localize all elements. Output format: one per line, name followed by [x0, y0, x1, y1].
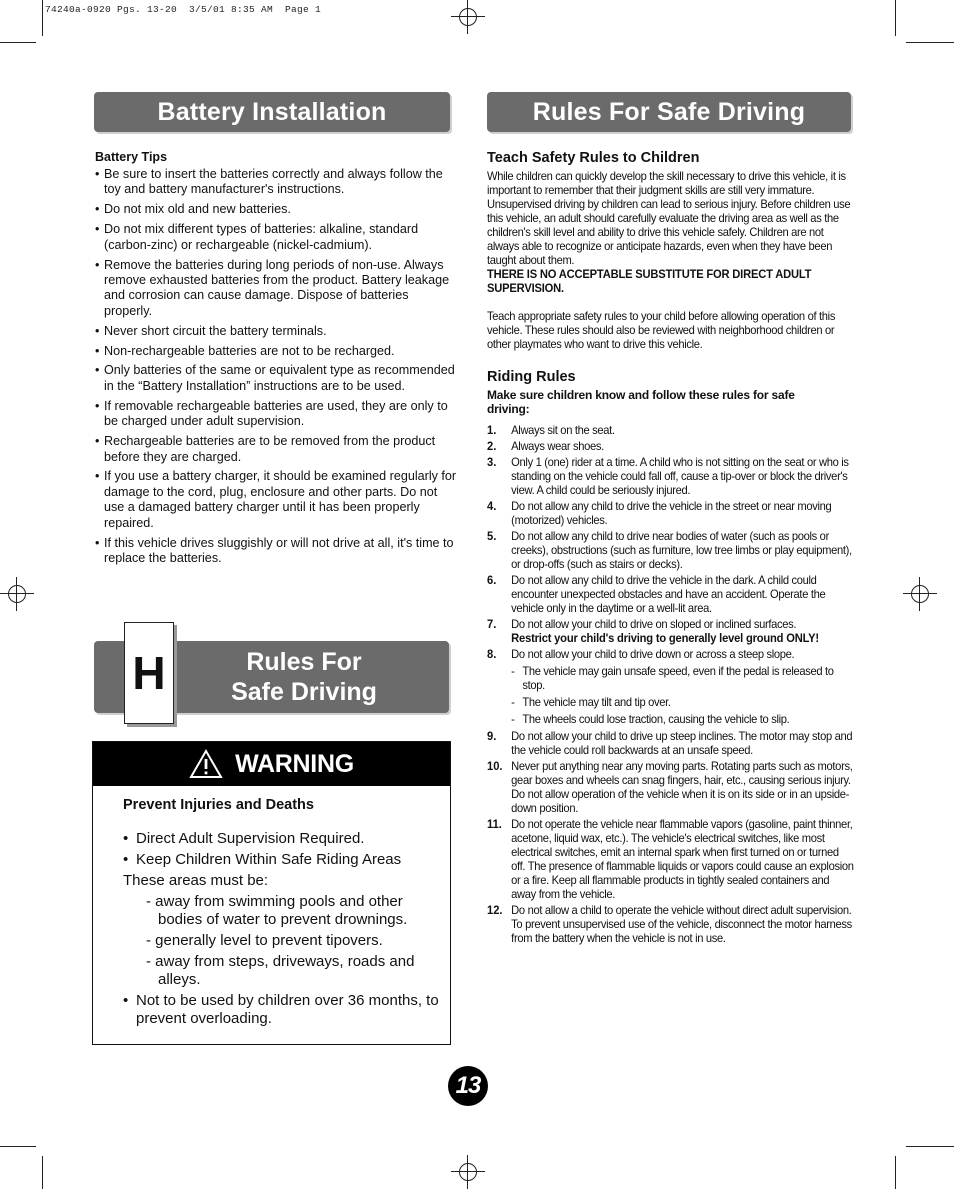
- right-column: [487, 150, 855, 947]
- riding-rules-heading: Riding Rules: [487, 369, 576, 385]
- list-item: • Do not mix old and new batteries.: [95, 202, 457, 217]
- teach-bold-note: THERE IS NO ACCEPTABLE SUBSTITUTE FOR DIRECT ADULT SUPERVISION.: [487, 267, 812, 295]
- warning-bullet: • Direct Adult Supervision Required.: [123, 830, 445, 848]
- rule-number: 10.: [487, 759, 503, 773]
- rule-number: 2.: [487, 439, 497, 453]
- teach-paragraph: [487, 169, 855, 295]
- list-item: • Remove the batteries during long periods of non-use. Always remove exhausted batteries from the product. Battery leakage and corrosion can cause damage. Dispose of batteries properly.: [95, 258, 457, 320]
- warning-heading: Prevent Injuries and Deaths: [123, 797, 314, 813]
- warning-triangle-icon: [189, 749, 223, 779]
- rule-text: Do not allow your child to drive up steep inclines. The motor may stop and the vehicle could roll backwards at an unsafe speed.: [511, 729, 853, 757]
- rule-text: Only 1 (one) rider at a time. A child who is not sitting on the seat or who is standing on the vehicle could fall off, cause a tip-over or block the driver's view. A child could be seriously injured.: [511, 455, 849, 497]
- warning-bullet: • Keep Children Within Safe Riding Areas: [123, 851, 445, 869]
- rule-text: Never put anything near any moving parts. Rotating parts such as motors, gear boxes and wheels can snag fingers, hair, etc., causing serious injury. Do not allow operation of the vehicle when it is on its side or in an upside-down position.: [511, 759, 853, 815]
- list-item: [487, 729, 855, 757]
- list-item: [487, 647, 855, 726]
- list-item: [487, 573, 855, 615]
- battery-tips-title: Battery Tips: [95, 150, 168, 164]
- list-item: [487, 423, 855, 437]
- list-item: • Never short circuit the battery terminals.: [95, 324, 457, 339]
- teach-paragraph-text: While children can quickly develop the skill necessary to drive this vehicle, it is important to remember that their judgment skills are still very immature. Unsupervised driving by children can lead to serious injury. Before children use this vehicle, an adult should carefully evaluate the driving area as well as the children's skill level and ability to drive this vehicle safely. Children are not always able to recognize or anticipate hazards, even when they have been taught about them.: [487, 169, 851, 267]
- rule-number: 12.: [487, 903, 503, 917]
- rule-number: 11.: [487, 817, 502, 831]
- rule-number: 8.: [487, 647, 497, 661]
- rule-number: 1.: [487, 423, 497, 437]
- rule-number: 9.: [487, 729, 497, 743]
- rules-safe-driving-banner: Rules For Safe Driving: [487, 92, 851, 132]
- rule-number: 3.: [487, 455, 497, 469]
- crop-mark: [906, 1146, 954, 1147]
- warning-sub-item: - generally level to prevent tipovers.: [146, 932, 383, 949]
- list-item: • Only batteries of the same or equivalent type as recommended in the “Battery Installation” instructions are to be used.: [95, 363, 457, 394]
- rule-text: Do not allow your child to drive on sloped or inclined surfaces.: [511, 617, 797, 631]
- rule-number: 5.: [487, 529, 497, 543]
- section-letter-tab: H: [124, 622, 174, 724]
- rule-text: Do not allow any child to drive the vehicle in the dark. A child could encounter unexpected obstacles and have an accident. Operate the vehicle only in the daytime or a well-lit area.: [511, 573, 826, 615]
- registration-mark: [0, 577, 34, 611]
- rule-text: Do not allow any child to drive near bodies of water (such as pools or creeks), obstructions (such as furniture, low tree limbs or play equipment), or drop-offs (such as stairs or decks).: [511, 529, 852, 571]
- registration-mark: [451, 1155, 485, 1189]
- list-item: [487, 759, 855, 815]
- rule-bold-note: Restrict your child's driving to generally level ground ONLY!: [511, 631, 819, 645]
- list-item: [487, 817, 855, 901]
- rule-text: Always wear shoes.: [511, 439, 604, 453]
- page-number: 13: [448, 1066, 488, 1106]
- list-item: • Be sure to insert the batteries correctly and always follow the toy and battery manufacturer's instructions.: [95, 167, 457, 198]
- list-item: • Non-rechargeable batteries are not to be recharged.: [95, 344, 457, 359]
- battery-tips-list: [95, 167, 457, 571]
- rule-number: 7.: [487, 617, 497, 631]
- rule-number: 6.: [487, 573, 497, 587]
- battery-installation-banner: Battery Installation: [94, 92, 450, 132]
- crop-mark: [895, 1156, 896, 1189]
- warning-box: [92, 741, 451, 1045]
- section-title-line-2: Safe Driving: [231, 678, 377, 706]
- warning-label: WARNING: [235, 749, 354, 778]
- riding-rules-list: [487, 423, 855, 945]
- rule-sub-item: - The vehicle may tilt and tip over.: [511, 695, 855, 709]
- crop-mark: [895, 0, 896, 36]
- warning-bullet: • Not to be used by children over 36 months, to prevent overloading.: [123, 992, 445, 1028]
- warning-header: [93, 742, 450, 786]
- list-item: • If this vehicle drives sluggishly or will not drive at all, it's time to replace the batteries.: [95, 536, 457, 567]
- crop-mark: [0, 42, 36, 43]
- list-item: • Rechargeable batteries are to be removed from the product before they are charged.: [95, 434, 457, 465]
- rule-sub-item: - The wheels could lose traction, causing the vehicle to slip.: [511, 712, 855, 726]
- list-item: • Do not mix different types of batteries: alkaline, standard (carbon-zinc) or rechargeable (nickel-cadmium).: [95, 222, 457, 253]
- rule-text: Do not allow any child to drive the vehicle in the street or near moving (motorized) vehicles.: [511, 499, 832, 527]
- list-item: • If you use a battery charger, it should be examined regularly for damage to the cord, plug, enclosure and other parts. Do not use a damaged battery charger until it has been properly repaired.: [95, 469, 457, 531]
- list-item: [487, 903, 855, 945]
- printer-slug: 74240a-0920 Pgs. 13-20 3/5/01 8:35 AM Page 1: [45, 4, 322, 15]
- warning-sub-item: - away from steps, driveways, roads and alleys.: [146, 953, 415, 988]
- rule-text: Do not allow a child to operate the vehicle without direct adult supervision. To prevent unsupervised use of the vehicle, disconnect the motor harness from the battery when the vehicle is not in use.: [511, 903, 852, 945]
- list-item: • If removable rechargeable batteries are used, they are only to be charged under adult supervision.: [95, 399, 457, 430]
- list-item: [487, 529, 855, 571]
- rule-sub-item: - The vehicle may gain unsafe speed, even if the pedal is released to stop.: [511, 664, 855, 692]
- rule-text: Always sit on the seat.: [511, 423, 615, 437]
- teach-paragraph-2: Teach appropriate safety rules to your child before allowing operation of this vehicle. These rules should also be reviewed with neighborhood children or other playmates who want to drive this vehicle.: [487, 309, 836, 351]
- crop-mark: [42, 0, 43, 36]
- list-item: [487, 499, 855, 527]
- registration-mark: [903, 577, 937, 611]
- section-title-line-1: Rules For: [246, 648, 362, 676]
- rule-text: Do not operate the vehicle near flammable vapors (gasoline, paint thinner, acetone, liquid wax, etc.). The vehicle's electrical switches, like most electrical switches, emit an internal spark when first turned on or turned off. The presence of flammable liquids or vapors could cause an explosion or a fire. Keep all flammable products in tightly sealed containers and away from the vehicle.: [511, 817, 854, 901]
- warning-body: [123, 830, 445, 1031]
- rule-number: 4.: [487, 499, 497, 513]
- teach-safety-heading: Teach Safety Rules to Children: [487, 150, 700, 166]
- crop-mark: [0, 1146, 36, 1147]
- riding-rules-intro: Make sure children know and follow these rules for safe driving:: [487, 388, 795, 416]
- list-item: [487, 455, 855, 497]
- warning-sub-item: - away from swimming pools and other bodies of water to prevent drownings.: [146, 893, 408, 928]
- crop-mark: [42, 1156, 43, 1189]
- crop-mark: [906, 42, 954, 43]
- registration-mark: [451, 0, 485, 34]
- rule-text: Do not allow your child to drive down or across a steep slope.: [511, 647, 795, 661]
- list-item: [487, 439, 855, 453]
- list-item: [487, 617, 855, 645]
- warning-areas-intro: These areas must be:: [123, 872, 269, 889]
